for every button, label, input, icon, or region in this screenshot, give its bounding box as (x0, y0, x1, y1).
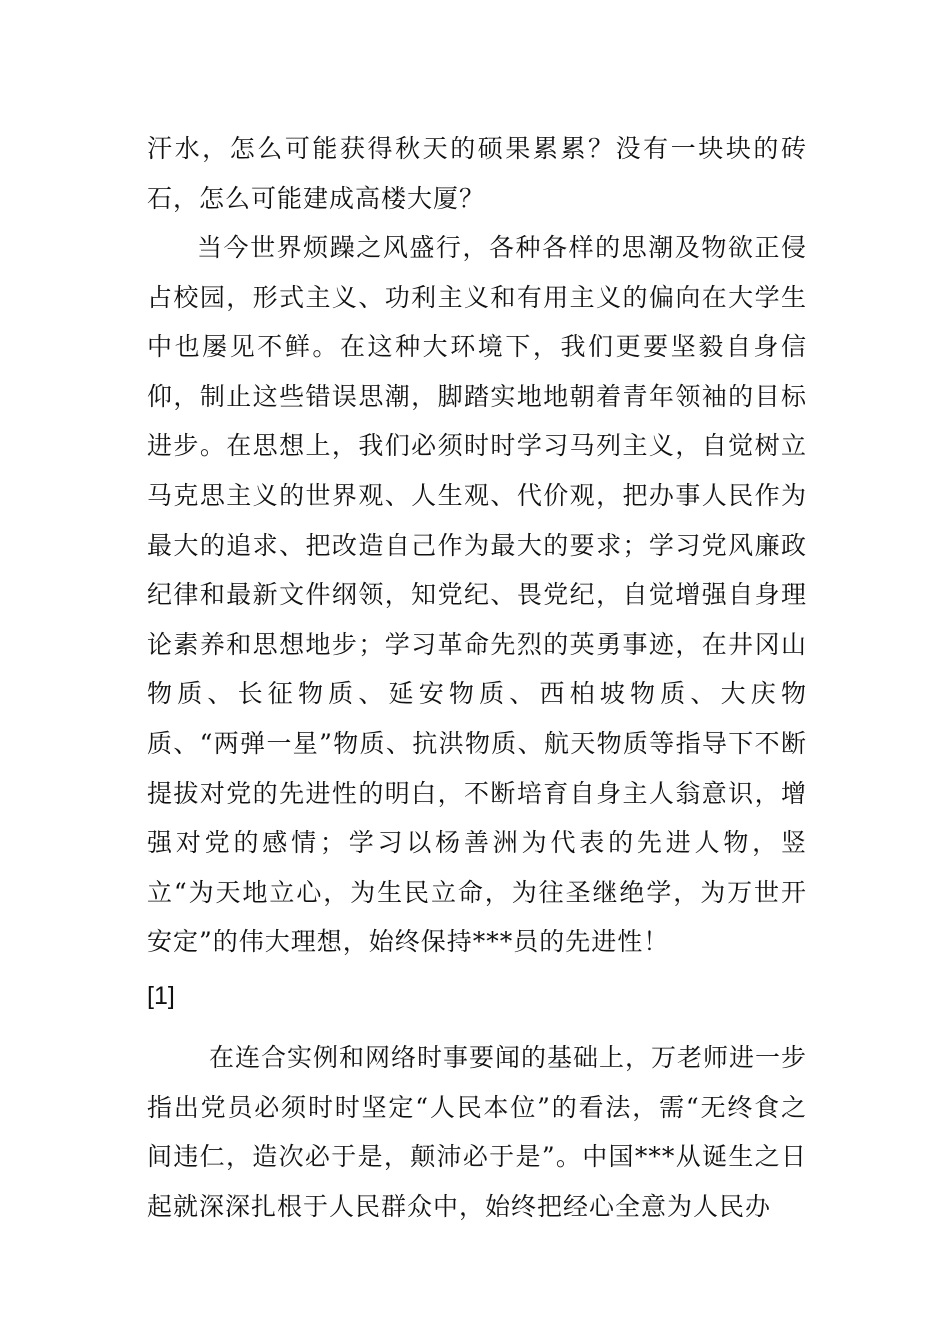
reference-marker: [1] (147, 982, 175, 1010)
paragraph-body: 当今世界烦躁之风盛行，各种各样的思潮及物欲正侵占校园，形式主义、功利主义和有用主义的偏向在大学生中也屡见不鲜。在这种大环境下，我们更要坚毅自身信仰，制止这些错误思潮，脚踏实地地朝着青年领袖的目标进步。在思想上，我们必须时时学习马列主义，自觉树立马克思主义的世界观、人生观、代价观，把办事人民作为最大的追求、把改造自己作为最大的要求；学习党风廉政纪律和最新文件纲领，知党纪、畏党纪，自觉增强自身理论素养和思想地步；学习革命先烈的英勇事迹，在井冈山物质、长征物质、延安物质、西柏坡物质、大庆物质、“两弹一星”物质、抗洪物质、航天物质等指导下不断提拔对党的先进性的明白，不断培育自身主人翁意识，增强对党的感情；学习以杨善洲为代表的先进人物，竖立“为天地立心，为生民立命，为往圣继绝学，为万世开安定”的伟大理想，始终保持***员的先进性！ (147, 233, 807, 957)
paragraph-lecture-summary: 在连合实例和网络时事要闻的基础上，万老师进一步指出党员必须时时坚定“人民本位”的看法，需“无终食之间违仁，造次必于是，颠沛必于是”。中国***从诞生之日起就深深扎根于人民群众中，始终把经心全意为人民办 (147, 1043, 808, 1221)
paragraph-continuation: 汗水，怎么可能获得秋天的硕果累累？没有一块块的砖石，怎么可能建成高楼大厦？ (147, 134, 807, 213)
